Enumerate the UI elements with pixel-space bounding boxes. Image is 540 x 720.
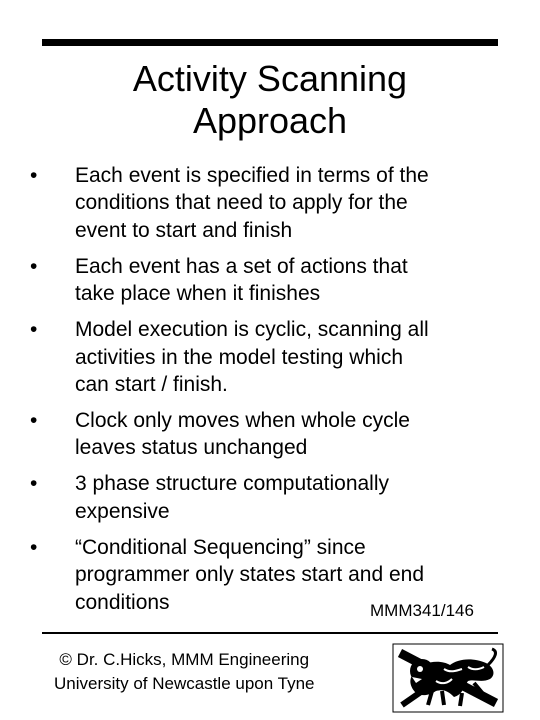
bullet-text-line: “Conditional Sequencing” since <box>75 535 366 559</box>
bullet-marker: • <box>30 164 38 187</box>
top-rule <box>42 39 498 46</box>
footer-credit <box>54 648 314 696</box>
bullet-text-line: take place when it finishes <box>75 282 321 306</box>
bullet-text-line: conditions <box>75 590 170 614</box>
bottom-rule <box>42 632 498 634</box>
bullet-item <box>30 253 500 308</box>
page-number: MMM341/146 <box>370 601 474 620</box>
bullet-text-line: conditions that need to apply for the <box>75 191 408 215</box>
bullet-item <box>30 162 500 244</box>
bullet-text-line: programmer only states start and end <box>75 563 425 587</box>
bullet-item <box>30 470 500 525</box>
bullet-item <box>30 316 500 398</box>
bullet-text-line: Clock only moves when whole cycle <box>75 409 410 433</box>
bullet-marker: • <box>30 535 38 559</box>
title-line: Approach <box>192 100 348 141</box>
bullet-list <box>30 162 500 625</box>
credit-line: © Dr. C.Hicks, MMM Engineering <box>59 650 310 669</box>
bullet-marker: • <box>30 254 38 278</box>
bullet-text-line: expensive <box>75 499 170 523</box>
bullet-marker: • <box>30 409 38 433</box>
credit-line: University of Newcastle upon Tyne <box>54 674 315 693</box>
university-crest-lion-icon <box>392 643 504 713</box>
bullet-item <box>30 407 500 462</box>
bullet-text-line: Model execution is cyclic, scanning all <box>75 318 429 342</box>
bullet-text-line: Each event is specified in terms of the <box>75 164 429 187</box>
bullet-text-line: leaves status unchanged <box>75 436 308 460</box>
bullet-text-line: can start / finish. <box>75 373 228 397</box>
bullet-text-line: activities in the model testing which <box>75 345 403 369</box>
bullet-marker: • <box>30 318 38 342</box>
slide-title <box>40 58 500 142</box>
bullet-text-line: 3 phase structure computationally <box>75 472 390 496</box>
title-line: Activity Scanning <box>132 58 408 99</box>
bullet-text-line: Each event has a set of actions that <box>75 254 408 278</box>
bullet-text-line: event to start and finish <box>75 218 293 242</box>
bullet-marker: • <box>30 472 38 496</box>
